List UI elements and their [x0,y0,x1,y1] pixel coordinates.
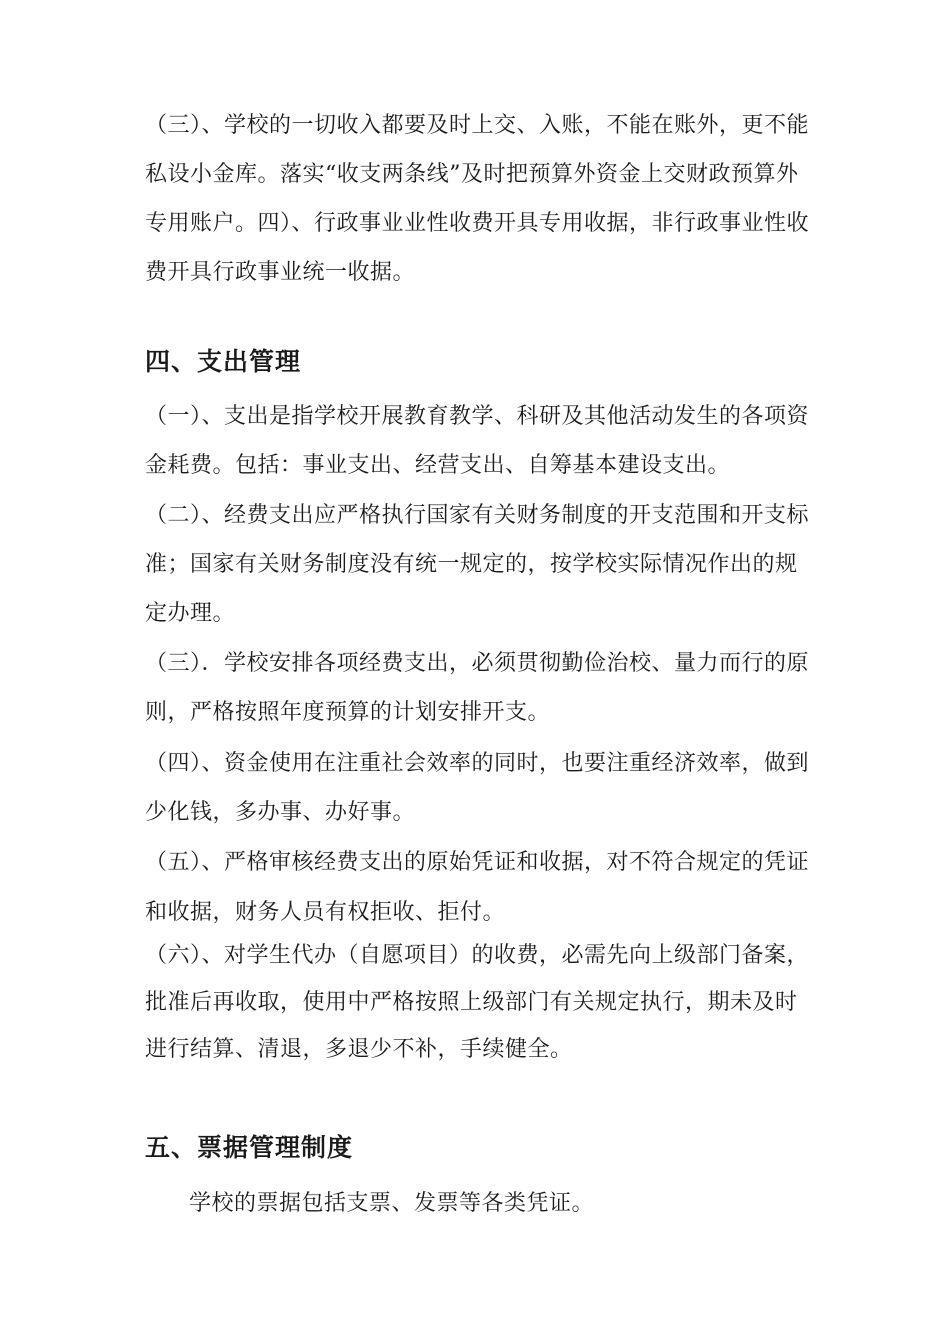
paragraph-income-rules: （三）、学校的一切收入都要及时上交、入账，不能在账外，更不能私设小金库。落实“收支两条线”及时把预算外资金上交财政预算外专用账户。四）、行政事业业性收费开具专用收据，非行政事业性收费开具行政事业统一收据。 [145,113,810,285]
section-heading-expenditure: 四、支出管理 [145,347,302,376]
expenditure-item-1: （一）、支出是指学校开展教育教学、科研及其他活动发生的各项资金耗费。包括：事业支出、经营支出、自筹基本建设支出。 [145,404,810,478]
expenditure-item-6: （六）、对学生代办（自愿项目）的收费，必需先向上级部门备案，批准后再收取，使用中严格按照上级部门有关规定执行，期未及时进行结算、清退，多退少不补，手续健全。 [145,943,810,1062]
section-heading-receipts: 五、票据管理制度 [145,1133,354,1162]
expenditure-item-3: （三）．学校安排各项经费支出，必须贯彻勤俭治校、量力而行的原则，严格按照年度预算的计划安排开支。 [145,651,810,725]
receipts-intro: 学校的票据包括支票、发票等各类凭证。 [189,1191,595,1216]
expenditure-item-5: （五）、严格审核经费支出的原始凭证和收据，对不符合规定的凭证和收据，财务人员有权拒收、拒付。 [145,850,810,925]
expenditure-item-4: （四）、资金使用在注重社会效率的同时，也要注重经济效率，做到少化钱，多办事、办好事。 [145,751,810,825]
expenditure-item-2: （二）、经费支出应严格执行国家有关财务制度的开支范围和开支标准；国家有关财务制度没有统一规定的，按学校实际情况作出的规定办理。 [145,503,810,626]
